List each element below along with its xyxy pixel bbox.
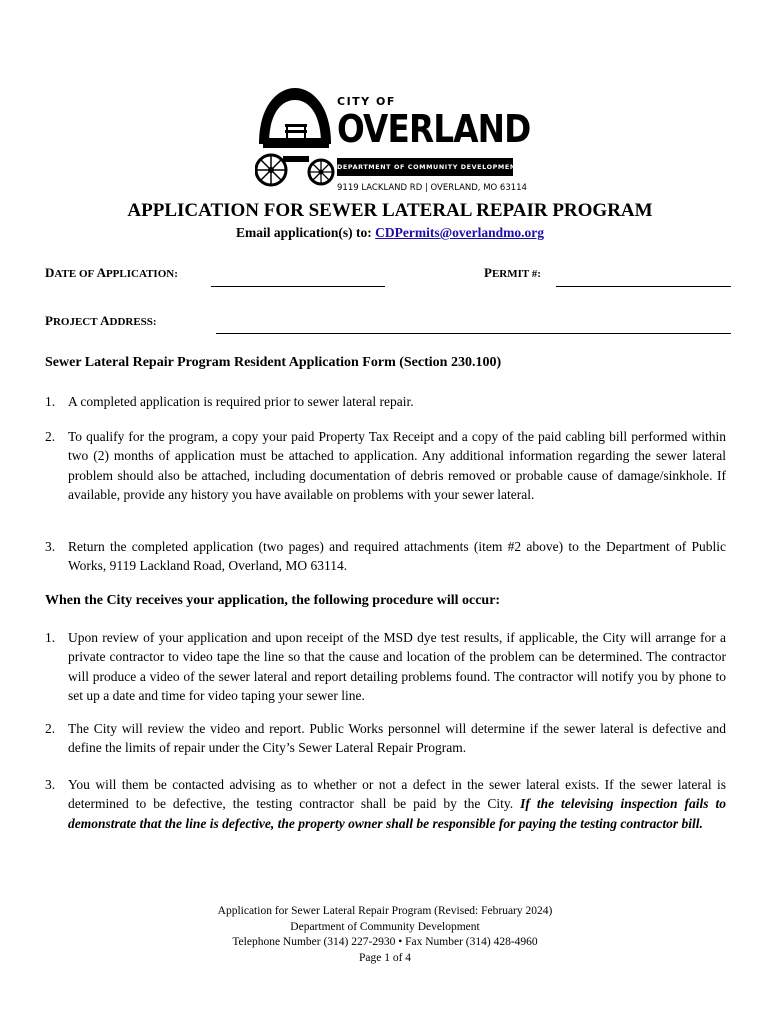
permit-number-label: PERMIT #: bbox=[484, 265, 541, 280]
logo-city-name: OVERLAND bbox=[337, 107, 531, 151]
list-item: 3. Return the completed application (two pages) and required attachments (item #2 above) to the Department of Public Works, 9119 Lackland Road, Overland, MO 63114. bbox=[45, 539, 726, 574]
page-number: Page 1 of 4 bbox=[358, 951, 412, 964]
permit-number-field[interactable] bbox=[556, 285, 731, 287]
date-of-application-field[interactable] bbox=[211, 285, 385, 287]
footer-department: Department of Community Development bbox=[290, 920, 480, 933]
list-item: 3. You will them be contacted advising as to whether or not a defect in the sewer lateral exists. If the sewer lateral is determined to be defective, the testing contractor shall be paid by the City. If the televising inspection fails to demonstrate that the line is defective, the property owner shall be responsible for paying the testing contractor bill. bbox=[45, 777, 727, 831]
page-footer bbox=[0, 904, 770, 966]
responsibility-notice: If the televising inspection fails to demonstrate that the line is defective, the property owner shall be responsible for paying the testing contractor bill. bbox=[68, 796, 727, 831]
email-link[interactable]: CDPermits@overlandmo.org bbox=[375, 225, 545, 240]
page-title: APPLICATION FOR SEWER LATERAL REPAIR PROGRAM bbox=[127, 200, 653, 221]
section-heading-application-form: Sewer Lateral Repair Program Resident Application Form (Section 230.100) bbox=[45, 355, 502, 370]
section-heading-procedure: When the City receives your application, the following procedure will occur: bbox=[45, 593, 501, 608]
email-instruction bbox=[0, 225, 770, 241]
logo-city-of: CITY OF bbox=[337, 95, 396, 108]
logo-department: DEPARTMENT OF COMMUNITY DEVELOPMENT bbox=[337, 158, 513, 176]
footer-revision: Application for Sewer Lateral Repair Program (Revised: February 2024) bbox=[217, 905, 553, 917]
date-of-application-label: DATE OF APPLICATION: bbox=[45, 265, 178, 280]
project-address-field[interactable] bbox=[216, 332, 731, 334]
project-address-label: PROJECT ADDRESS: bbox=[45, 313, 157, 328]
footer-contact: Telephone Number (314) 227-2930 • Fax Number (314) 428-4960 bbox=[232, 936, 538, 948]
city-logo bbox=[255, 86, 531, 198]
list-item: 2. The City will review the video and report. Public Works personnel will determine if the sewer lateral is defective and define the limits of repair under the City’s Sewer Lateral Repair Program. bbox=[45, 721, 726, 756]
wagon-icon bbox=[255, 86, 337, 198]
email-prefix: Email application(s) to: bbox=[235, 225, 376, 240]
list-item: 2. To qualify for the program, a copy your paid Property Tax Receipt and a copy of the paid cabling bill performed within two (2) months of application must be attached to application. Any additional information regarding the sewer lateral problem should also be attached, including documentation of debris removed or probable cause of damage/sinkhole. If available, provide any history you have available on problems with your sewer lateral. bbox=[45, 429, 726, 502]
list-item: 1. Upon review of your application and upon receipt of the MSD dye test results, if applicable, the City will arrange for a private contractor to video tape the line so that the cause and location of the problem can be determined. The contractor will produce a video of the sewer lateral and report detailing problems found. The contractor will notify you by phone to set up a date and time for video taping your sewer line. bbox=[45, 630, 726, 703]
list-item: 1. A completed application is required prior to sewer lateral repair. bbox=[45, 394, 414, 409]
logo-address: 9119 LACKLAND RD | OVERLAND, MO 63114 bbox=[337, 183, 527, 193]
